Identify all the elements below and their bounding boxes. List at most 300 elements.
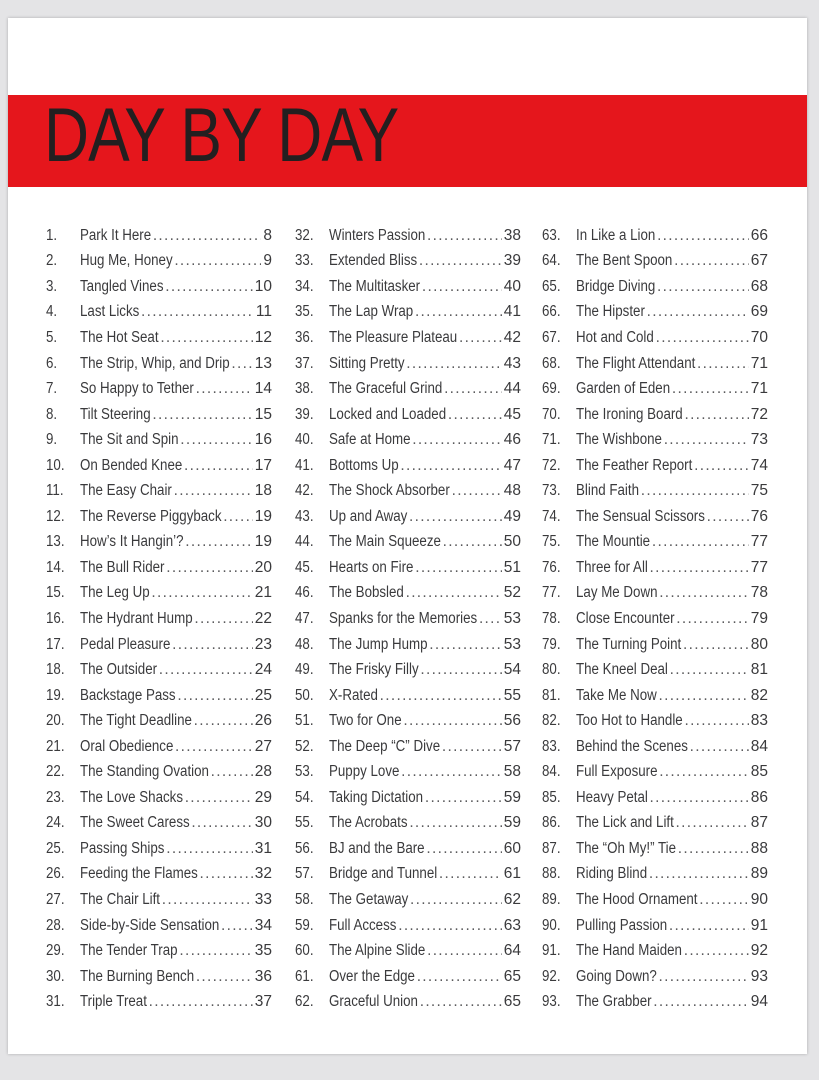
entry-title: Pulling Passion — [576, 916, 668, 934]
dot-leader — [409, 508, 502, 526]
entry-title: The Bull Rider — [80, 558, 165, 576]
entry-number-text: 55. — [295, 814, 314, 832]
entry-number — [295, 942, 329, 960]
list-item — [46, 938, 272, 964]
entry-number-text: 70. — [542, 405, 561, 423]
entry-title: The Ironing Board — [576, 405, 683, 423]
entry-number — [542, 380, 576, 398]
contents-list — [46, 223, 781, 1023]
entry-title: Locked and Loaded — [329, 405, 447, 423]
dot-leader — [659, 763, 749, 781]
entry-title: The Pleasure Plateau — [329, 328, 458, 346]
entry-page-number: 23 — [254, 635, 272, 653]
entry-number-text: 69. — [542, 380, 561, 398]
entry-page-number: 41 — [503, 303, 521, 321]
entry-number-text: 86. — [542, 814, 561, 832]
entry-number-text: 31. — [46, 993, 65, 1011]
entry-page-number: 31 — [254, 839, 272, 857]
list-item — [295, 964, 521, 990]
dot-leader — [653, 993, 748, 1011]
entry-page-number: 11 — [255, 303, 272, 321]
entry-number — [295, 252, 329, 270]
entry-page-number: 10 — [254, 277, 272, 295]
contents-column-3 — [542, 223, 768, 1015]
dot-leader — [699, 891, 748, 909]
dot-leader — [149, 993, 253, 1011]
entry-title: The Tight Deadline — [80, 712, 192, 730]
entry-number-text: 81. — [542, 686, 561, 704]
entry-title: The Main Squeeze — [329, 533, 441, 551]
list-item — [295, 376, 521, 402]
list-item — [295, 759, 521, 785]
entry-number — [295, 533, 329, 551]
entry-number — [46, 252, 80, 270]
dot-leader — [185, 789, 253, 807]
entry-number-text: 2. — [46, 252, 58, 270]
entry-number-text: 75. — [542, 533, 561, 551]
entry-page-number: 86 — [750, 788, 768, 806]
entry-number — [46, 763, 80, 781]
entry-page-number: 15 — [254, 405, 272, 423]
list-item — [46, 504, 272, 530]
dot-leader — [400, 457, 501, 475]
dot-leader — [151, 584, 252, 602]
entry-number — [46, 865, 80, 883]
entry-page-number: 43 — [503, 354, 521, 372]
dot-leader — [664, 431, 749, 449]
list-item — [542, 964, 768, 990]
entry-number — [46, 406, 80, 424]
entry-title: Two for One — [329, 712, 402, 730]
dot-leader — [174, 482, 253, 500]
entry-title: Lay Me Down — [576, 584, 658, 602]
entry-title: The Shock Absorber — [329, 482, 450, 500]
entry-page-number: 12 — [254, 328, 272, 346]
entry-number-text: 85. — [542, 788, 561, 806]
entry-number — [542, 636, 576, 654]
entry-number-text: 67. — [542, 328, 561, 346]
entry-title: The Standing Ovation — [80, 763, 209, 781]
entry-page-number: 14 — [254, 380, 272, 398]
entry-page-number: 82 — [750, 686, 768, 704]
entry-number — [542, 482, 576, 500]
entry-page-number: 28 — [254, 763, 272, 781]
list-item — [295, 606, 521, 632]
entry-page-number: 69 — [750, 303, 768, 321]
entry-page-number: 42 — [503, 328, 521, 346]
entry-page-number: 79 — [750, 609, 768, 627]
entry-title: The Turning Point — [576, 635, 682, 653]
dot-leader — [452, 482, 502, 500]
entry-number-text: 61. — [295, 967, 314, 985]
entry-page-number: 17 — [254, 456, 272, 474]
entry-page-number: 30 — [254, 814, 272, 832]
dot-leader — [420, 661, 501, 679]
entry-number — [295, 559, 329, 577]
dot-leader — [162, 891, 253, 909]
entry-title: Safe at Home — [329, 431, 411, 449]
entry-number — [46, 584, 80, 602]
entry-page-number: 59 — [503, 788, 521, 806]
entry-number — [46, 227, 80, 245]
entry-title: Behind the Scenes — [576, 737, 688, 755]
list-item — [46, 402, 272, 428]
entry-number-text: 93. — [542, 993, 561, 1011]
dot-leader — [650, 559, 749, 577]
list-item — [295, 734, 521, 760]
entry-title: The Lick and Lift — [576, 814, 674, 832]
list-item — [46, 785, 272, 811]
list-item — [46, 351, 272, 377]
entry-number-text: 6. — [46, 354, 58, 372]
entry-number-text: 24. — [46, 814, 65, 832]
dot-leader — [650, 789, 749, 807]
entry-number — [295, 303, 329, 321]
entry-number-text: 25. — [46, 839, 65, 857]
dot-leader — [196, 968, 253, 986]
entry-title: Close Encounter — [576, 609, 675, 627]
entry-number — [542, 738, 576, 756]
entry-title: Backstage Pass — [80, 686, 176, 704]
dot-leader — [684, 406, 748, 424]
entry-number-text: 7. — [46, 380, 58, 398]
entry-number-text: 20. — [46, 712, 65, 730]
list-item — [46, 300, 272, 326]
entry-number-text: 54. — [295, 788, 314, 806]
dot-leader — [690, 738, 749, 756]
entry-page-number: 54 — [503, 661, 521, 679]
entry-title: On Bended Knee — [80, 456, 183, 474]
entry-page-number: 34 — [254, 916, 272, 934]
list-item — [295, 581, 521, 607]
entry-number — [295, 278, 329, 296]
entry-number — [542, 431, 576, 449]
dot-leader — [177, 687, 252, 705]
dot-leader — [420, 993, 502, 1011]
entry-number-text: 35. — [295, 303, 314, 321]
entry-number — [295, 814, 329, 832]
entry-number — [542, 789, 576, 807]
entry-page-number: 74 — [750, 456, 768, 474]
entry-number-text: 4. — [46, 303, 58, 321]
entry-number-text: 43. — [295, 507, 314, 525]
entry-number — [295, 968, 329, 986]
dot-leader — [200, 865, 253, 883]
list-item — [295, 862, 521, 888]
dot-leader — [658, 968, 748, 986]
list-item — [542, 657, 768, 683]
list-item — [295, 683, 521, 709]
list-item — [295, 427, 521, 453]
entry-number — [46, 814, 80, 832]
entry-number — [542, 687, 576, 705]
entry-number-text: 33. — [295, 252, 314, 270]
entry-title: Hug Me, Honey — [80, 252, 173, 270]
entry-number-text: 34. — [295, 277, 314, 295]
dot-leader — [403, 712, 501, 730]
entry-title: The Hand Maiden — [576, 942, 682, 960]
list-item — [46, 325, 272, 351]
entry-page-number: 58 — [503, 763, 521, 781]
entry-number — [46, 687, 80, 705]
entry-number-text: 79. — [542, 635, 561, 653]
list-item — [46, 453, 272, 479]
list-item — [542, 632, 768, 658]
entry-title: Heavy Petal — [576, 788, 648, 806]
entry-page-number: 57 — [503, 737, 521, 755]
dot-leader — [166, 559, 253, 577]
entry-number-text: 23. — [46, 788, 65, 806]
entry-title: So Happy to Tether — [80, 380, 194, 398]
list-item — [542, 555, 768, 581]
entry-page-number: 81 — [750, 661, 768, 679]
entry-number — [542, 559, 576, 577]
entry-number — [46, 508, 80, 526]
list-item — [542, 376, 768, 402]
list-item — [542, 351, 768, 377]
entry-page-number: 77 — [750, 533, 768, 551]
entry-page-number: 85 — [750, 763, 768, 781]
list-item — [542, 606, 768, 632]
entry-number — [542, 814, 576, 832]
entry-title: Triple Treat — [80, 993, 147, 1011]
entry-page-number: 72 — [750, 405, 768, 423]
entry-number-text: 30. — [46, 967, 65, 985]
entry-title: The Easy Chair — [80, 482, 172, 500]
entry-title: Feeding the Flames — [80, 865, 198, 883]
entry-title: The Getaway — [329, 890, 409, 908]
entry-page-number: 92 — [750, 942, 768, 960]
entry-number — [46, 533, 80, 551]
list-item — [542, 913, 768, 939]
entry-number-text: 42. — [295, 482, 314, 500]
entry-page-number: 46 — [503, 431, 521, 449]
entry-number-text: 47. — [295, 609, 314, 627]
entry-number — [542, 917, 576, 935]
list-item — [295, 530, 521, 556]
entry-title: The Flight Attendant — [576, 354, 696, 372]
entry-title: Tilt Steering — [80, 405, 151, 423]
dot-leader — [401, 763, 502, 781]
dot-leader — [678, 840, 749, 858]
list-item — [46, 657, 272, 683]
entry-title: Full Access — [329, 916, 397, 934]
dot-leader — [697, 355, 749, 373]
entry-page-number: 53 — [503, 635, 521, 653]
entry-number — [542, 610, 576, 628]
dot-leader — [439, 865, 502, 883]
dot-leader — [184, 457, 253, 475]
entry-title: The Hipster — [576, 303, 645, 321]
list-item — [542, 887, 768, 913]
entry-page-number: 94 — [750, 993, 768, 1011]
list-item — [295, 249, 521, 275]
entry-number-text: 26. — [46, 865, 65, 883]
entry-page-number: 91 — [750, 916, 768, 934]
entry-number — [542, 329, 576, 347]
entry-number-text: 40. — [295, 431, 314, 449]
entry-title: The Acrobats — [329, 814, 408, 832]
list-item — [295, 887, 521, 913]
dot-leader — [398, 917, 502, 935]
list-item — [295, 938, 521, 964]
entry-number-text: 45. — [295, 558, 314, 576]
list-item — [295, 708, 521, 734]
entry-number — [46, 278, 80, 296]
entry-number — [46, 457, 80, 475]
list-item — [295, 402, 521, 428]
entry-title: The Hydrant Hump — [80, 609, 193, 627]
entry-title: Last Licks — [80, 303, 140, 321]
entry-page-number: 83 — [750, 712, 768, 730]
entry-number-text: 19. — [46, 686, 65, 704]
dot-leader — [196, 380, 253, 398]
dot-leader — [174, 252, 261, 270]
document-page — [8, 18, 807, 1054]
dot-leader — [684, 712, 748, 730]
entry-number — [295, 227, 329, 245]
entry-number-text: 32. — [295, 226, 314, 244]
entry-page-number: 71 — [750, 354, 768, 372]
list-item — [295, 478, 521, 504]
entry-title: How’s It Hangin’? — [80, 533, 184, 551]
dot-leader — [191, 814, 252, 832]
entry-number — [46, 917, 80, 935]
entry-page-number: 77 — [750, 558, 768, 576]
dot-leader — [669, 917, 749, 935]
entry-number-text: 87. — [542, 839, 561, 857]
entry-number-text: 78. — [542, 609, 561, 627]
entry-page-number: 87 — [750, 814, 768, 832]
entry-number-text: 71. — [542, 431, 561, 449]
entry-number — [542, 712, 576, 730]
list-item — [542, 759, 768, 785]
entry-page-number: 25 — [254, 686, 272, 704]
entry-number-text: 13. — [46, 533, 65, 551]
entry-page-number: 27 — [254, 737, 272, 755]
entry-number-text: 92. — [542, 967, 561, 985]
entry-number-text: 49. — [295, 661, 314, 679]
entry-number — [542, 661, 576, 679]
entry-page-number: 67 — [750, 252, 768, 270]
entry-title: Taking Dictation — [329, 788, 424, 806]
entry-number-text: 77. — [542, 584, 561, 602]
entry-number — [46, 738, 80, 756]
list-item — [46, 530, 272, 556]
entry-page-number: 63 — [503, 916, 521, 934]
entry-number — [295, 636, 329, 654]
list-item — [46, 811, 272, 837]
entry-title: Spanks for the Memories — [329, 609, 478, 627]
entry-title: The Wishbone — [576, 431, 662, 449]
entry-number-text: 5. — [46, 328, 58, 346]
dot-leader — [160, 329, 252, 347]
entry-page-number: 80 — [750, 635, 768, 653]
entry-number — [295, 661, 329, 679]
dot-leader — [211, 763, 253, 781]
entry-page-number: 22 — [254, 609, 272, 627]
entry-number-text: 41. — [295, 456, 314, 474]
entry-number — [542, 891, 576, 909]
list-item — [542, 300, 768, 326]
entry-title: The Multitasker — [329, 277, 421, 295]
entry-number — [46, 610, 80, 628]
entry-title: Oral Obedience — [80, 737, 174, 755]
entry-page-number: 8 — [263, 226, 272, 244]
list-item — [295, 989, 521, 1015]
entry-number — [295, 508, 329, 526]
entry-title: The Sit and Spin — [80, 431, 179, 449]
entry-number-text: 39. — [295, 405, 314, 423]
dot-leader — [658, 687, 748, 705]
entry-number — [295, 712, 329, 730]
entry-number-text: 64. — [542, 252, 561, 270]
entry-page-number: 13 — [254, 354, 272, 372]
entry-number — [542, 355, 576, 373]
list-item — [46, 606, 272, 632]
entry-title: Graceful Union — [329, 993, 418, 1011]
dot-leader — [443, 533, 502, 551]
list-item — [295, 785, 521, 811]
entry-number-text: 90. — [542, 916, 561, 934]
entry-number — [295, 431, 329, 449]
dot-leader — [674, 252, 749, 270]
dot-leader — [172, 636, 253, 654]
dot-leader — [429, 636, 502, 654]
list-item — [46, 862, 272, 888]
entry-title: The Leg Up — [80, 584, 150, 602]
dot-leader — [427, 942, 502, 960]
entry-number — [295, 457, 329, 475]
dot-leader — [165, 278, 253, 296]
dot-leader — [647, 303, 749, 321]
entry-number-text: 36. — [295, 328, 314, 346]
list-item — [542, 708, 768, 734]
entry-number — [295, 406, 329, 424]
list-item — [542, 223, 768, 249]
list-item — [46, 708, 272, 734]
dot-leader — [406, 584, 502, 602]
entry-page-number: 48 — [503, 482, 521, 500]
dot-leader — [380, 687, 502, 705]
entry-title: Side-by-Side Sensation — [80, 916, 220, 934]
entry-title: The Love Shacks — [80, 788, 183, 806]
entry-page-number: 53 — [503, 609, 521, 627]
entry-title: Puppy Love — [329, 763, 400, 781]
entry-title: The “Oh My!” Tie — [576, 839, 677, 857]
entry-page-number: 45 — [503, 405, 521, 423]
entry-page-number: 16 — [254, 431, 272, 449]
entry-number — [46, 636, 80, 654]
entry-number — [295, 917, 329, 935]
list-item — [46, 376, 272, 402]
entry-page-number: 19 — [254, 533, 272, 551]
entry-title: The Tender Trap — [80, 942, 178, 960]
entry-number-text: 51. — [295, 712, 314, 730]
list-item — [46, 581, 272, 607]
entry-title: Pedal Pleasure — [80, 635, 171, 653]
entry-page-number: 56 — [503, 712, 521, 730]
entry-title: Extended Bliss — [329, 252, 418, 270]
entry-title: Over the Edge — [329, 967, 415, 985]
dot-leader — [641, 482, 749, 500]
entry-title: Hot and Cold — [576, 328, 654, 346]
dot-leader — [179, 942, 252, 960]
entry-number-text: 27. — [46, 890, 65, 908]
list-item — [295, 811, 521, 837]
entry-page-number: 59 — [503, 814, 521, 832]
list-item — [46, 887, 272, 913]
